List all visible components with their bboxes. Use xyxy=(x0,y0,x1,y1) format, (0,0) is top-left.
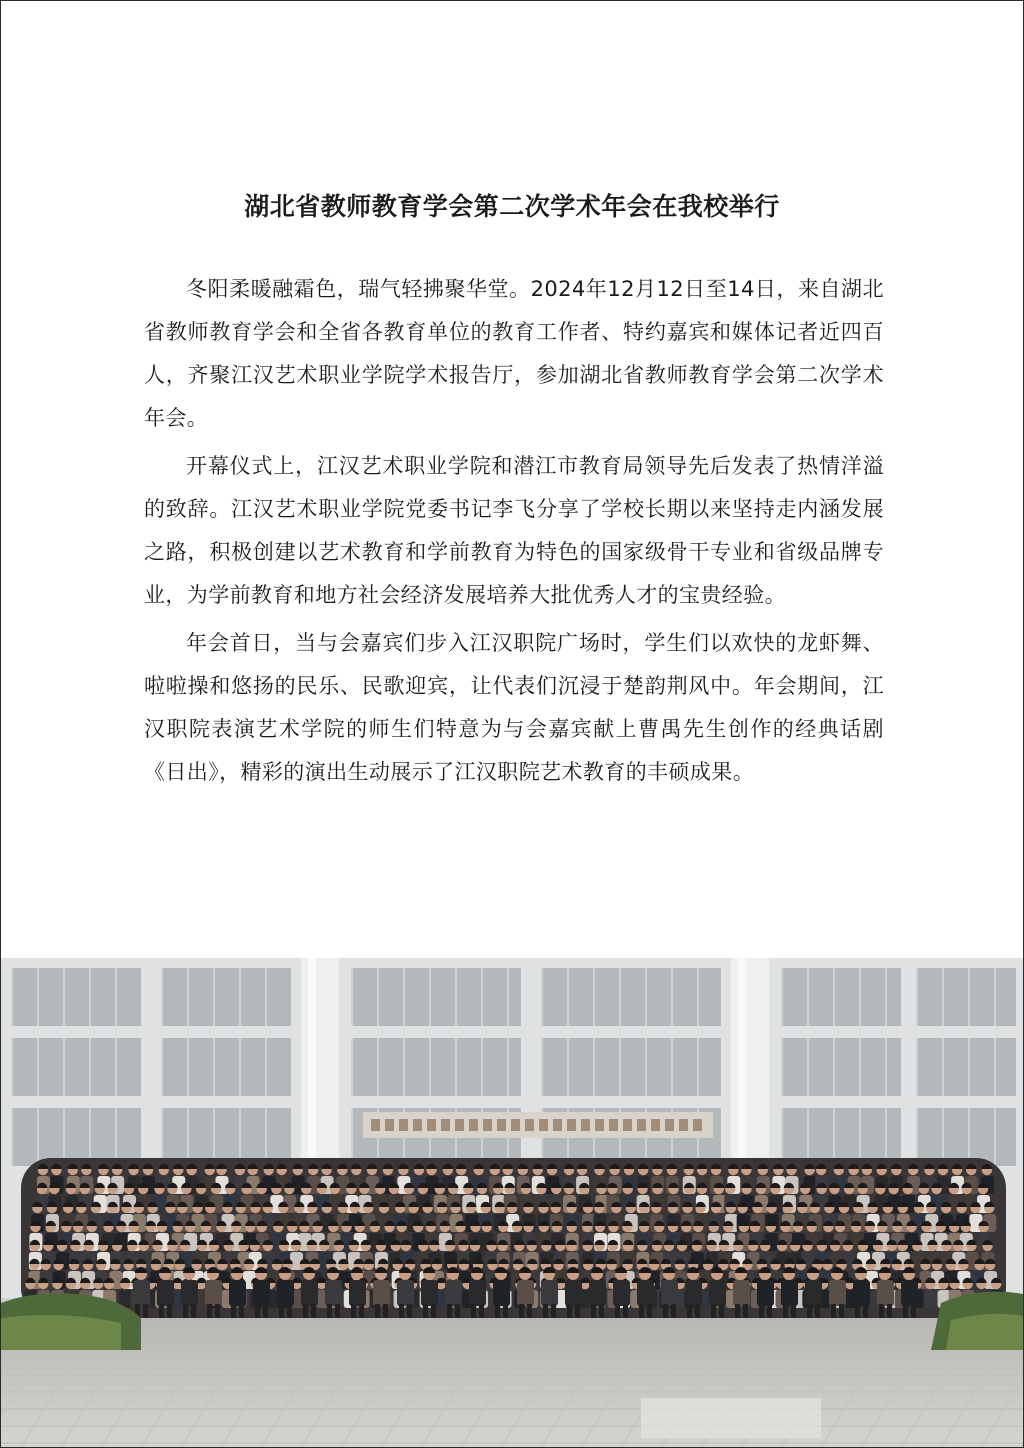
paragraph-2: 开幕仪式上，江汉艺术职业学院和潜江市教育局领导先后发表了热情洋溢的致辞。江汉艺术职业学院党委书记李飞分享了学校长期以来坚持走内涵发展之路，积极创建以艺术教育和学前教育为特色的国家级骨干专业和省级品牌专业，为学前教育和地方社会经济发展培养大批优秀人才的宝贵经验。 xyxy=(144,454,884,607)
pillar-left xyxy=(301,958,339,1188)
paragraph-3: 年会首日，当与会嘉宾们步入江汉职院广场时，学生们以欢快的龙虾舞、啦啦操和悠扬的民乐、民歌迎宾，让代表们沉浸于楚韵荆风中。年会期间，江汉职院表演艺术学院的师生们特意为与会嘉宾献上曹禺先生创作的经典话剧《日出》，精彩的演出生动展示了江汉职院艺术教育的丰硕成果。 xyxy=(144,631,884,784)
article-title: 湖北省教师教育学会第二次学术年会在我校举行 xyxy=(244,191,780,221)
group-photo xyxy=(1,958,1023,1447)
pillar-right xyxy=(731,958,769,1188)
group-photo-illustration xyxy=(1,958,1023,1447)
crowd xyxy=(21,1158,1006,1318)
article-body xyxy=(144,268,884,794)
paragraph-1: 冬阳柔暖融霜色，瑞气轻拂聚华堂。2024年12月12日至14日，来自湖北省教师教育学会和全省各教育单位的教育工作者、特约嘉宾和媒体记者近四百人，齐聚江汉艺术职业学院学术报告厅，参加湖北省教师教育学会第二次学术年会。 xyxy=(144,277,884,430)
plaza xyxy=(1,1318,1023,1447)
